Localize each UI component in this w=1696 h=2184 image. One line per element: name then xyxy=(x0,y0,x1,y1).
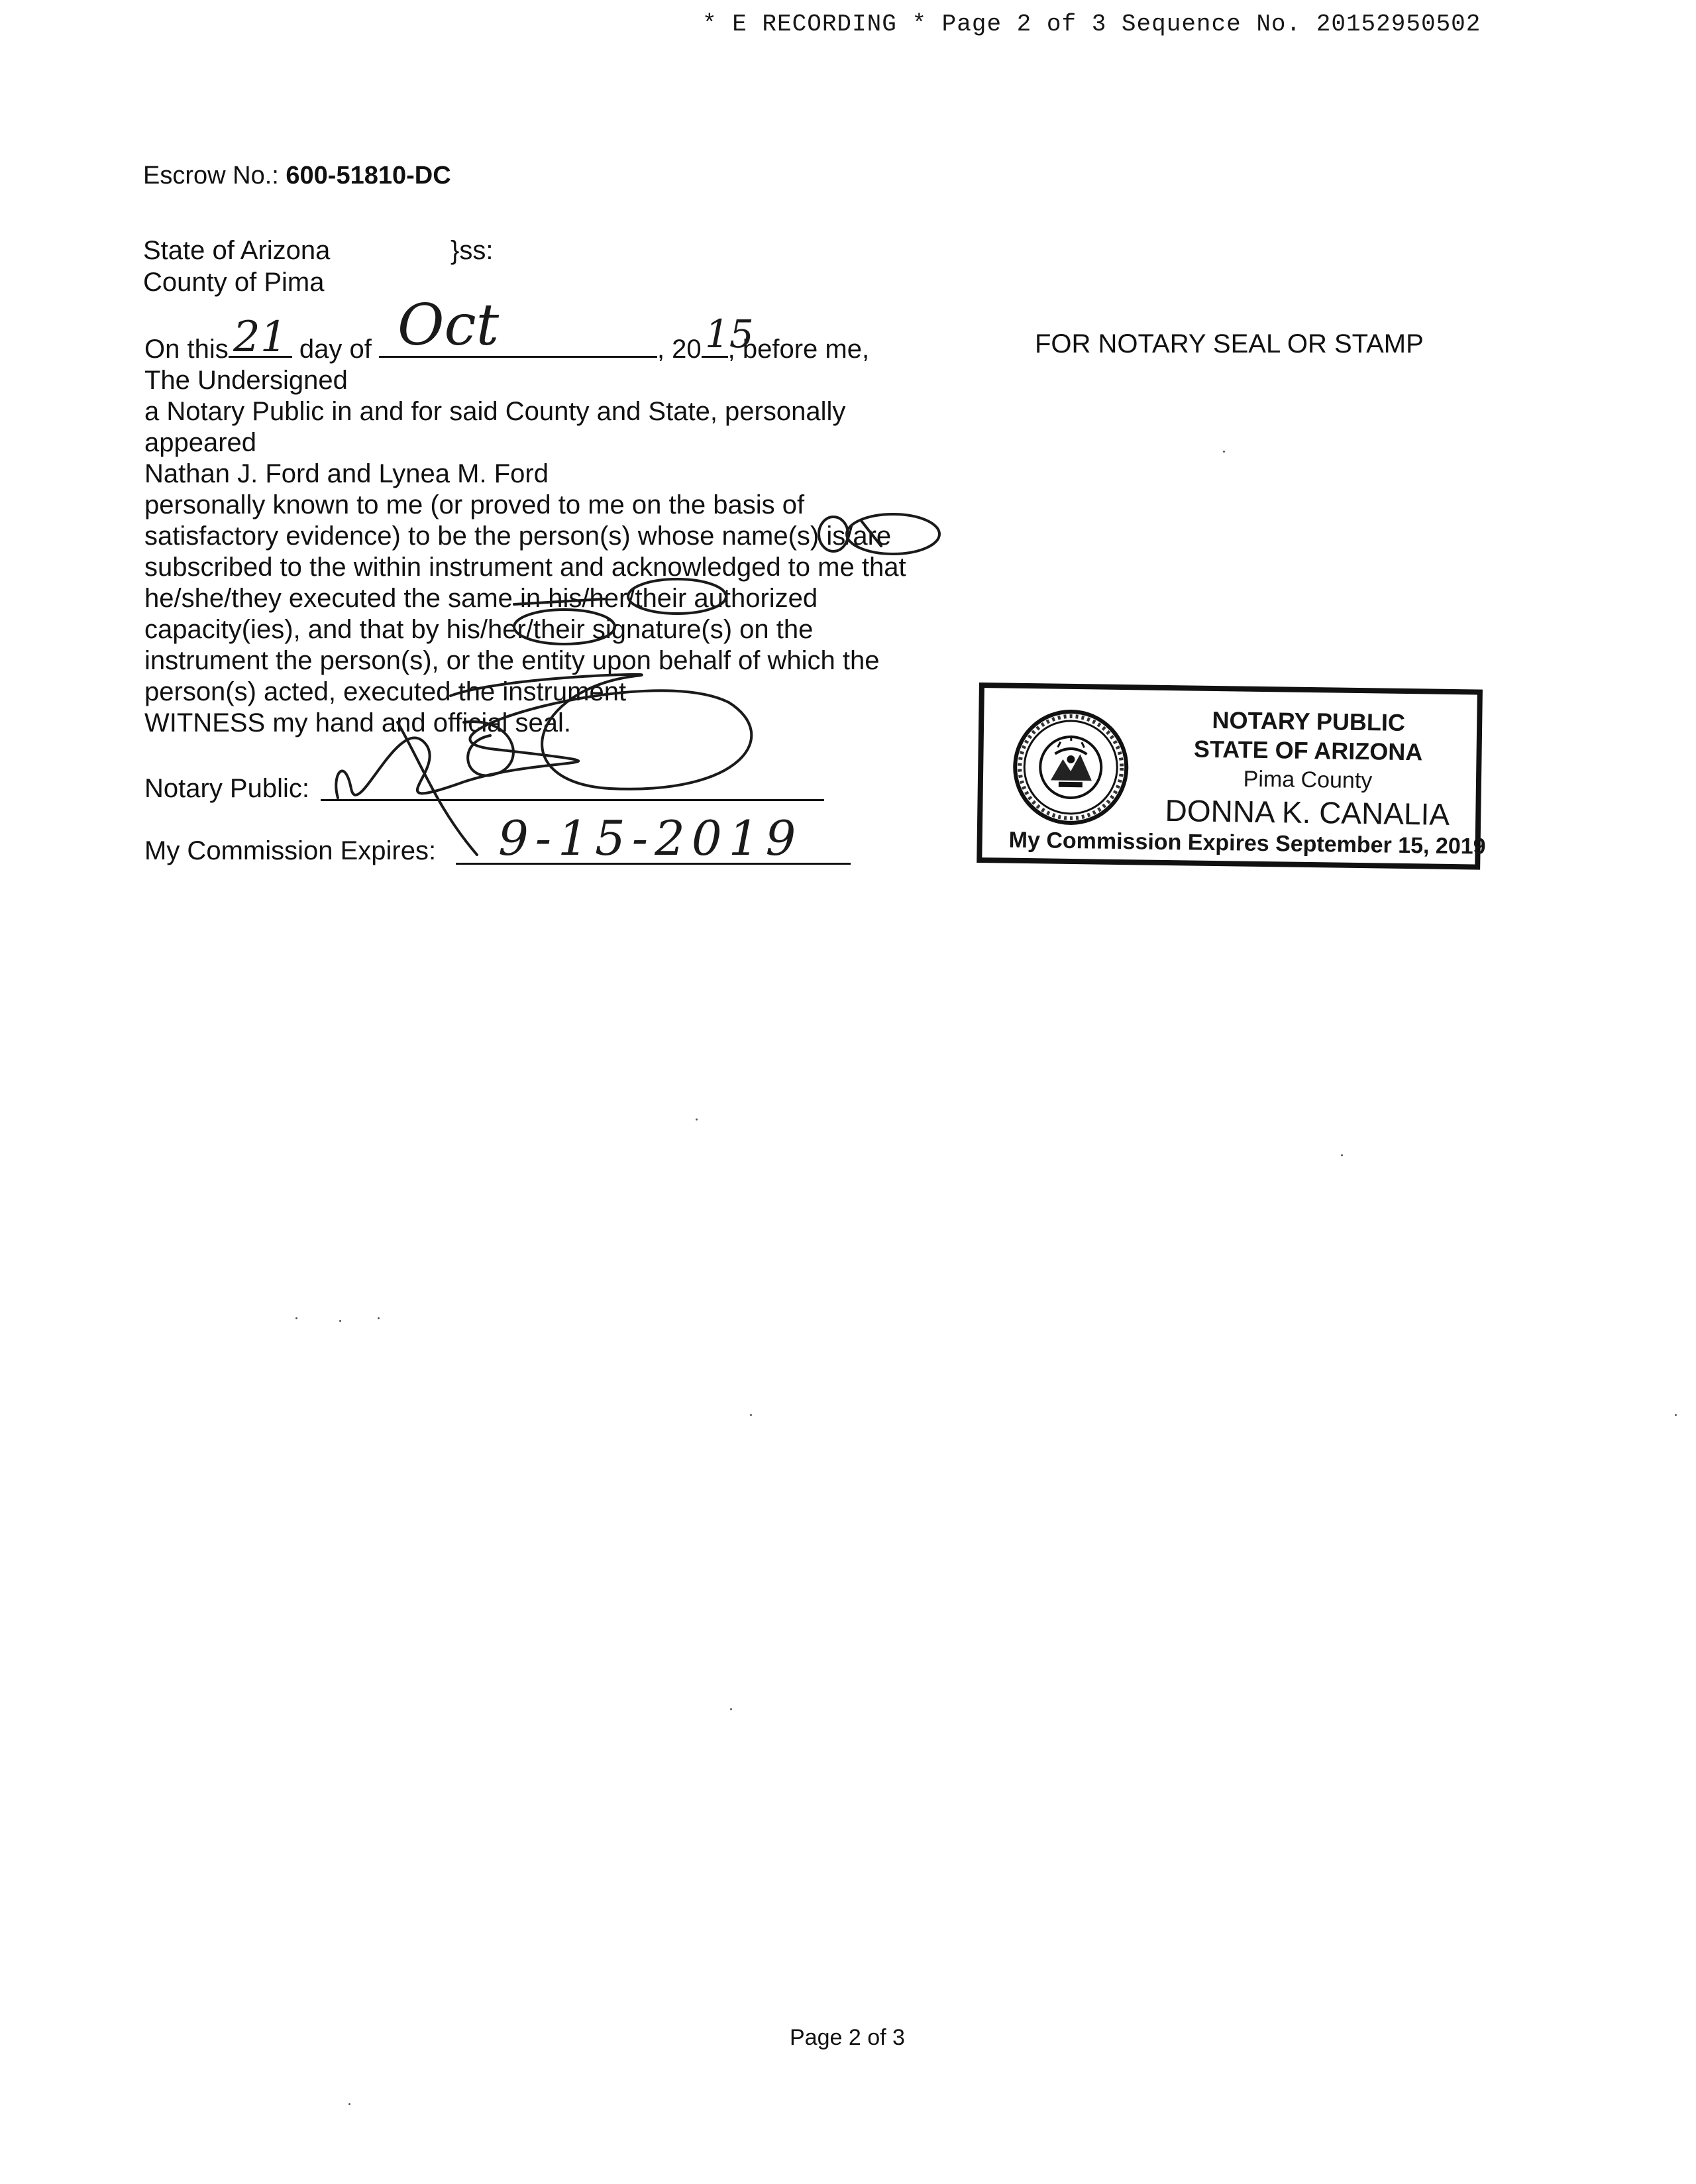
escrow-value: 600-51810-DC xyxy=(286,162,451,190)
scan-speck xyxy=(378,1317,380,1319)
ack-appeared: appeared xyxy=(144,428,257,457)
day-blank xyxy=(229,329,292,358)
ack-line-8: WITNESS my hand and official seal. xyxy=(144,708,571,737)
venue-state: State of Arizona xyxy=(143,236,331,265)
ack-officer: The Undersigned xyxy=(144,366,348,395)
escrow-number xyxy=(143,162,451,190)
handwritten-year: 15 xyxy=(705,311,754,356)
month-blank xyxy=(379,329,657,358)
scan-speck xyxy=(339,1320,341,1322)
handwritten-expiration: 9-15-2019 xyxy=(498,810,803,866)
stamp-title: NOTARY PUBLIC xyxy=(1212,706,1406,736)
notary-stamp xyxy=(977,682,1486,870)
commission-expires-line xyxy=(456,863,851,865)
ack-line-1: personally known to me (or proved to me on the basis of xyxy=(144,490,805,519)
page-footer: Page 2 of 3 xyxy=(790,2025,905,2050)
scan-speck xyxy=(1341,1154,1343,1156)
venue-ss: }ss: xyxy=(450,236,494,265)
scan-speck xyxy=(750,1414,752,1416)
notary-public-label: Notary Public: xyxy=(144,774,309,803)
commission-expires-label: My Commission Expires: xyxy=(144,836,437,865)
ack-year-prefix: , 20 xyxy=(657,335,702,364)
ack-on-this: On this xyxy=(144,335,229,364)
ack-line-3: subscribed to the within instrument and acknowledged to me that xyxy=(144,553,906,582)
state-seal-icon xyxy=(1010,707,1131,828)
ack-date-line xyxy=(144,329,979,365)
ack-day-of: day of xyxy=(299,335,372,364)
ack-line-6: instrument the person(s), or the entity upon behalf of which the xyxy=(144,646,880,675)
scan-speck xyxy=(348,2103,350,2105)
escrow-label: Escrow No.: xyxy=(143,162,279,190)
scan-speck xyxy=(1675,1414,1677,1416)
recording-header: * E RECORDING * Page 2 of 3 Sequence No. 20152950502 xyxy=(702,11,1481,38)
stamp-text-block xyxy=(1148,705,1468,833)
stamp-expiration: My Commission Expires September 15, 2019 xyxy=(1008,827,1486,859)
scan-speck xyxy=(696,1119,698,1120)
year-blank xyxy=(702,329,728,358)
notary-signature-line xyxy=(321,799,824,801)
stamp-state: STATE OF ARIZONA xyxy=(1193,735,1423,766)
ack-notary-line: a Notary Public in and for said County and State, personally xyxy=(144,397,846,426)
stamp-county: Pima County xyxy=(1243,766,1373,794)
acknowledgment-text xyxy=(144,329,979,739)
venue-county: County of Pima xyxy=(143,268,325,297)
seal-area-label: FOR NOTARY SEAL OR STAMP xyxy=(1035,329,1424,358)
ack-line-7: person(s) acted, executed the instrument xyxy=(144,677,627,706)
ack-before-me: , before me, xyxy=(727,335,870,364)
ack-line-2: satisfactory evidence) to be the person(s) whose name(s) is/are xyxy=(144,521,892,551)
scan-speck xyxy=(1223,451,1225,453)
ack-line-5: capacity(ies), and that by his/her/their signature(s) on the xyxy=(144,615,814,644)
ack-line-4: he/she/they executed the same in his/her/their authorized xyxy=(144,584,818,613)
venue-block xyxy=(143,235,494,298)
scan-speck xyxy=(295,1317,297,1319)
scan-speck xyxy=(730,1708,732,1710)
ack-signers: Nathan J. Ford and Lynea M. Ford xyxy=(144,459,549,488)
handwritten-day: 21 xyxy=(233,313,288,362)
handwritten-month: Oct xyxy=(398,292,500,358)
stamp-notary-name: DONNA K. CANALIA xyxy=(1165,792,1450,832)
